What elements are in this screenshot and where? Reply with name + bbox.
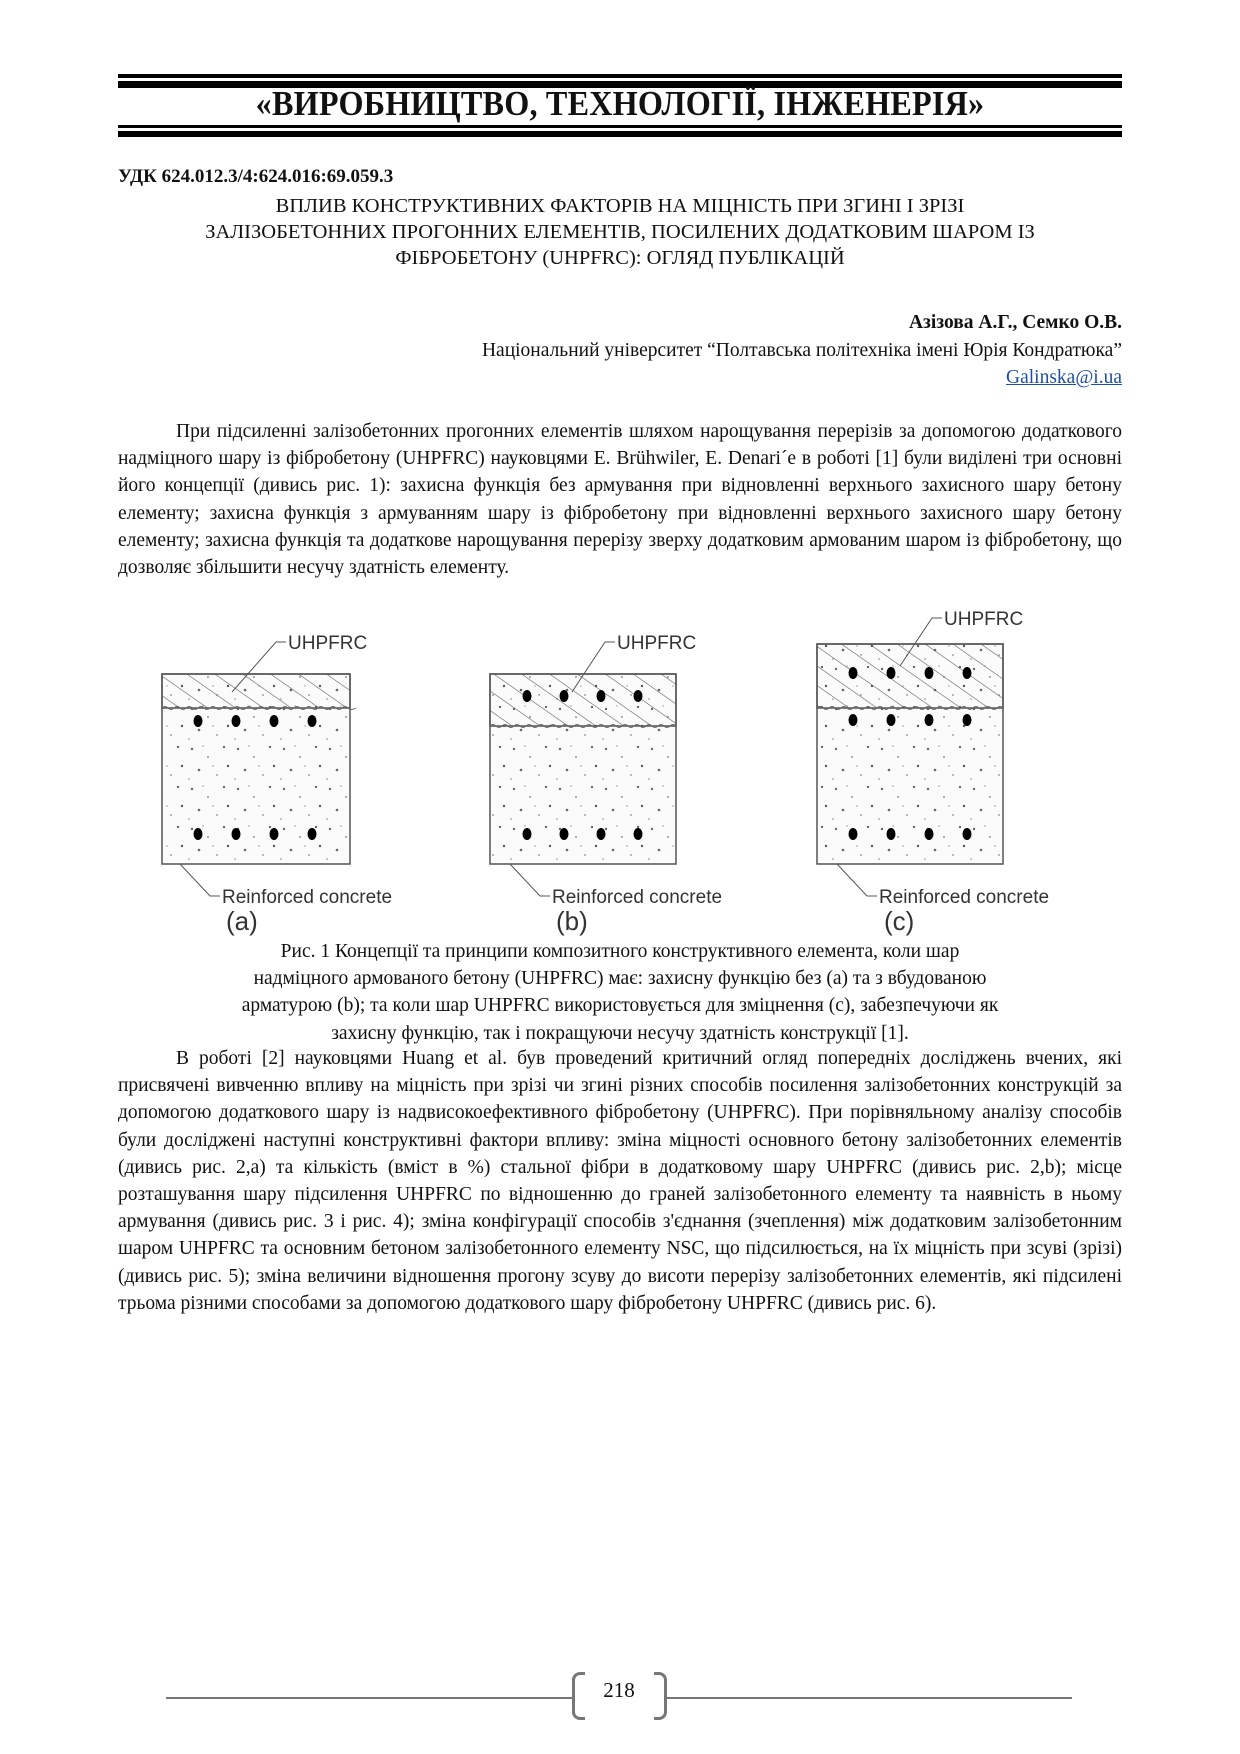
callout-reinforced-concrete: Reinforced concrete	[879, 887, 1050, 908]
left-brace-icon	[572, 1672, 585, 1720]
footer-rule-left	[166, 1697, 572, 1699]
callout-uhpfrc: UHPFRC	[288, 633, 368, 654]
caption-line: надміцного армованого бетону (UHPFRC) має: захисну функцію без (a) та з вбудованою	[253, 968, 987, 990]
footer-rule-right	[664, 1697, 1072, 1699]
figure-1	[140, 609, 1100, 942]
right-brace-icon	[654, 1672, 667, 1720]
caption-line: захисну функцію, так і покращуючи несучу здатність конструкції [1].	[331, 1022, 909, 1044]
udc-code: УДК 624.012.3/4:624.016:69.059.3	[118, 166, 394, 187]
callout-uhpfrc: UHPFRC	[617, 633, 697, 654]
body-paragraph-1: При підсиленні залізобетонних прогонних елементів шляхом нарощування перерізів за допомогою додаткового надміцного шару із фібробетону (UHPFRC) науковцями E. Brühwiler, E. Denari´e в роботі [1] були виділені три основні його концепції (дивись рис. 1): захисна функція без армування при відновленні верхнього захисного шару бетону елементу; захисна функція з армуванням шару із фібробетону при відновленні верхнього захисного шару бетону елементу; захисна функція та додаткове нарощування перерізу зверху додатковим армованим шаром із фібробетону, що дозволяє збільшити несучу здатність елементу.	[118, 421, 1122, 579]
affiliation: Національний університет “Полтавська політехніка імені Юрія Кондратюка”	[481, 340, 1122, 361]
callout-reinforced-concrete: Reinforced concrete	[552, 887, 723, 908]
panel-label-c: (c)	[884, 906, 915, 936]
article-title	[118, 193, 1122, 271]
panel-a	[162, 633, 392, 908]
article-title-line: ЗАЛІЗОБЕТОННИХ ПРОГОННИХ ЕЛЕМЕНТІВ, ПОСИЛЕНИХ ДОДАТКОВИМ ШАРОМ ІЗ	[205, 221, 1035, 243]
figure-1-diagram	[140, 609, 1100, 942]
panel-label-b: (b)	[556, 906, 588, 936]
page-number: 218	[603, 1678, 635, 1702]
body-paragraph-2: В роботі [2] науковцями Huang et al. був проведений критичний огляд попередніх досліджень вчених, які присвячені вивченню впливу на міцність при зрізі чи згині різних способів посилення залізобетонних конструкцій за допомогою додаткового шару із надвисокоефективного фібробетону (UHPFRC). При порівняльному аналізу способів були досліджені наступні конструктивні фактори впливу: зміна міцності основного бетону залізобетонних елементів (дивись рис. 2,a) та кількість (вміст в %) стальної фібри в додатковому шару UHPFRC (дивись рис. 2,b); місце розташування шару підсилення UHPFRC по відношенню до граней залізобетонного елементу та наявність в ньому армування (дивись рис. 3 і рис. 4); зміна конфігурації способів з'єднання (зчеплення) між додатковим залізобетонним шаром UHPFRC та основним бетоном залізобетонного елементу NSC, що підсилюється, на їх міцність при зсуві (зрізі) (дивись рис. 5); зміна величини відношення прогону зсуву до висоти перерізу залізобетонних елементів, які підсилені трьома різними способами за допомогою додаткового шару фібробетону UHPFRC (дивись рис. 6).	[118, 1048, 1122, 1314]
article-title-line: ФІБРОБЕТОНУ (UHPFRC): ОГЛЯД ПУБЛІКАЦІЙ	[395, 247, 845, 269]
journal-section-title: «ВИРОБНИЦТВО, ТЕХНОЛОГІЇ, ІНЖЕНЕРІЯ»	[255, 84, 985, 123]
panel-label-a: (a)	[226, 906, 258, 936]
header-bottom-rules	[118, 125, 1122, 137]
authors: Азізова А.Г., Семко О.В.	[908, 312, 1122, 333]
callout-reinforced-concrete: Reinforced concrete	[222, 887, 393, 908]
figure-1-caption	[118, 938, 1122, 1047]
panel-b	[490, 633, 722, 908]
panel-c	[817, 609, 1049, 908]
email-link[interactable]: Galinska@i.ua	[1006, 367, 1122, 388]
caption-line: арматурою (b); та коли шар UHPFRC використовується для зміцнення (c), забезпечуючи як	[241, 995, 999, 1017]
caption-line: Рис. 1 Концепції та принципи композитного конструктивного елемента, коли шар	[280, 941, 960, 962]
callout-uhpfrc: UHPFRC	[944, 609, 1024, 630]
article-title-line: ВПЛИВ КОНСТРУКТИВНИХ ФАКТОРІВ НА МІЦНІСТЬ ПРИ ЗГИНІ І ЗРІЗІ	[275, 195, 965, 217]
